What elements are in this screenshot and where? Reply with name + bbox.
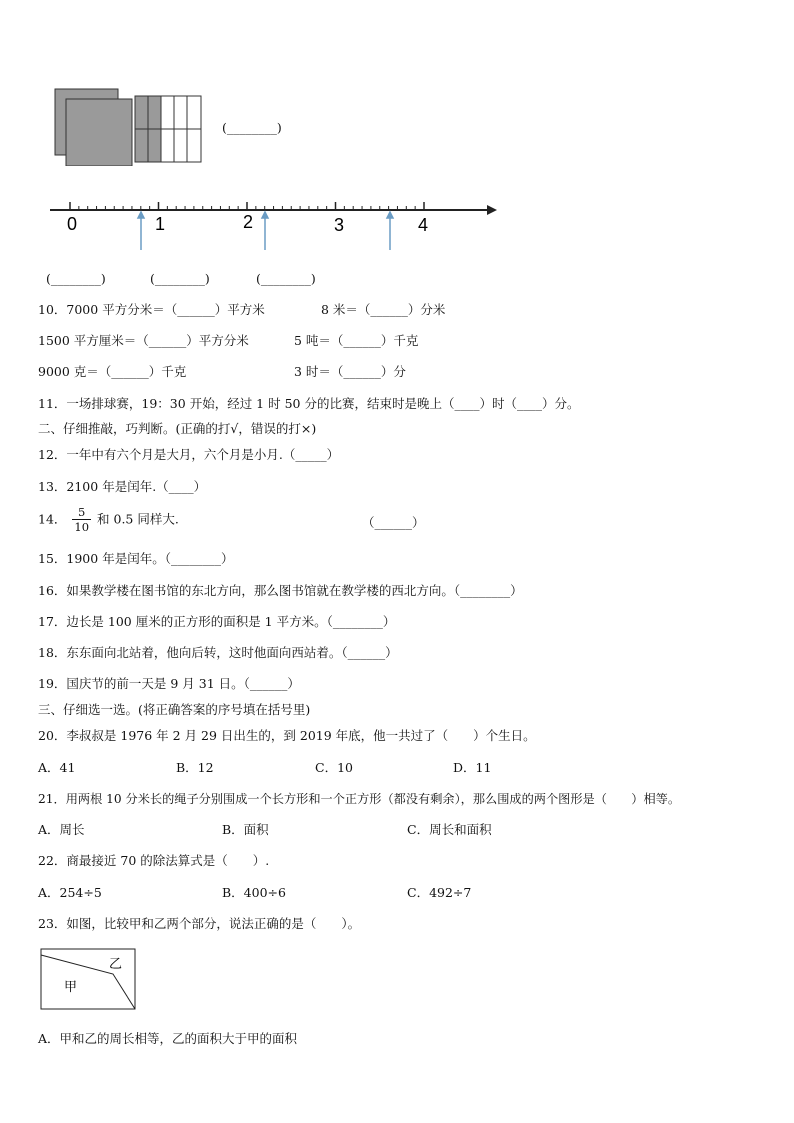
q11-question: 11．一场排球赛，19：30 开始，经过 1 时 50 分的比赛，结束时是晚上（____）时（____）分。 [38, 396, 580, 411]
q10-item-d: 5 吨＝（______）千克 [294, 333, 419, 348]
q10-item-f: 3 时＝（______）分 [294, 364, 406, 379]
pointer-arrows [138, 212, 393, 250]
q14-answer-blank[interactable]: （______） [362, 515, 425, 530]
q17-question: 17．边长是 100 厘米的正方形的面积是 1 平方米。（________） [38, 614, 396, 629]
q10-item-c: 1500 平方厘米＝（______）平方分米 [38, 333, 249, 348]
number-line-label-3: 3 [334, 215, 345, 235]
number-line [45, 196, 505, 256]
number-line-label-0: 0 [67, 214, 78, 234]
q21-option-b[interactable]: B．面积 [222, 822, 269, 837]
q20-option-c[interactable]: C．10 [315, 760, 353, 775]
q10-item-b: 8 米＝（______）分米 [321, 302, 446, 317]
q20-option-b[interactable]: B．12 [176, 760, 214, 775]
number-line-label-1: 1 [155, 214, 166, 234]
q21-option-c[interactable]: C．周长和面积 [407, 822, 492, 837]
q22-option-c[interactable]: C．492÷7 [407, 885, 472, 900]
q13-question: 13．2100 年是闰年.（____） [38, 479, 207, 494]
number-line-blank-1[interactable]: (________) [46, 271, 106, 286]
number-line-arrowhead [487, 205, 497, 215]
number-line-label-4: 4 [418, 215, 429, 235]
q14-question [38, 505, 179, 534]
section-3-heading: 三、仔细选一选。(将正确答案的序号填在括号里) [38, 702, 311, 717]
q20-option-a[interactable]: A．41 [38, 760, 76, 775]
fraction-denominator: 10 [74, 520, 90, 534]
q16-question: 16．如果教学楼在图书馆的东北方向，那么图书馆就在教学楼的西北方向。（________） [38, 583, 523, 598]
number-line-blank-3[interactable]: (________) [256, 271, 316, 286]
number-line-ticks [70, 202, 424, 210]
q20-option-d[interactable]: D．11 [453, 760, 492, 775]
q19-question: 19．国庆节的前一天是 9 月 31 日。（______） [38, 676, 300, 691]
q10-item-e: 9000 克＝（______）千克 [38, 364, 187, 379]
q21-question: 21．用两根 10 分米长的绳子分别围成一个长方形和一个正方形（都没有剩余），那么围成的两个图形是（ ）相等。 [38, 792, 681, 806]
q23-question: 23．如图，比较甲和乙两个部分，说法正确的是（ ）。 [38, 916, 361, 931]
q21-option-a[interactable]: A．周长 [38, 822, 85, 837]
q12-question: 12．一年中有六个月是大月，六个月是小月.（_____） [38, 447, 340, 462]
q18-question: 18．东东面向北站着，他向后转，这时他面向西站着。（______） [38, 645, 398, 660]
q20-question: 20．李叔叔是 1976 年 2 月 29 日出生的，到 2019 年底，他一共过了（ ）个生日。 [38, 728, 536, 743]
number-line-label-2: 2 [243, 212, 254, 232]
q10-item-a: 10．7000 平方分米＝（______）平方米 [38, 302, 265, 317]
grid-rectangle [135, 96, 201, 162]
q14-text: 和 0.5 同样大. [97, 511, 179, 527]
q23-label-yi: 乙 [109, 957, 123, 972]
front-square [66, 99, 132, 166]
q23-figure [38, 946, 138, 1012]
q23-label-jia: 甲 [64, 980, 78, 995]
q14-fraction [72, 505, 91, 534]
fraction-numerator: 5 [72, 505, 91, 520]
q22-question: 22．商最接近 70 的除法算式是（ ）. [38, 853, 270, 868]
q15-question: 15．1900 年是闰年。（________） [38, 551, 234, 566]
q22-option-a[interactable]: A．254÷5 [38, 885, 102, 900]
number-line-blank-2[interactable]: (________) [150, 271, 210, 286]
section-2-heading: 二、仔细推敲，巧判断。(正确的打√，错误的打×) [38, 421, 317, 436]
q22-option-b[interactable]: B．400÷6 [222, 885, 286, 900]
q14-number: 14． [38, 511, 67, 527]
fraction-figure [50, 86, 210, 166]
q23-option-a[interactable]: A．甲和乙的周长相等，乙的面积大于甲的面积 [38, 1031, 298, 1046]
figure-answer-blank[interactable]: (________) [222, 120, 282, 135]
